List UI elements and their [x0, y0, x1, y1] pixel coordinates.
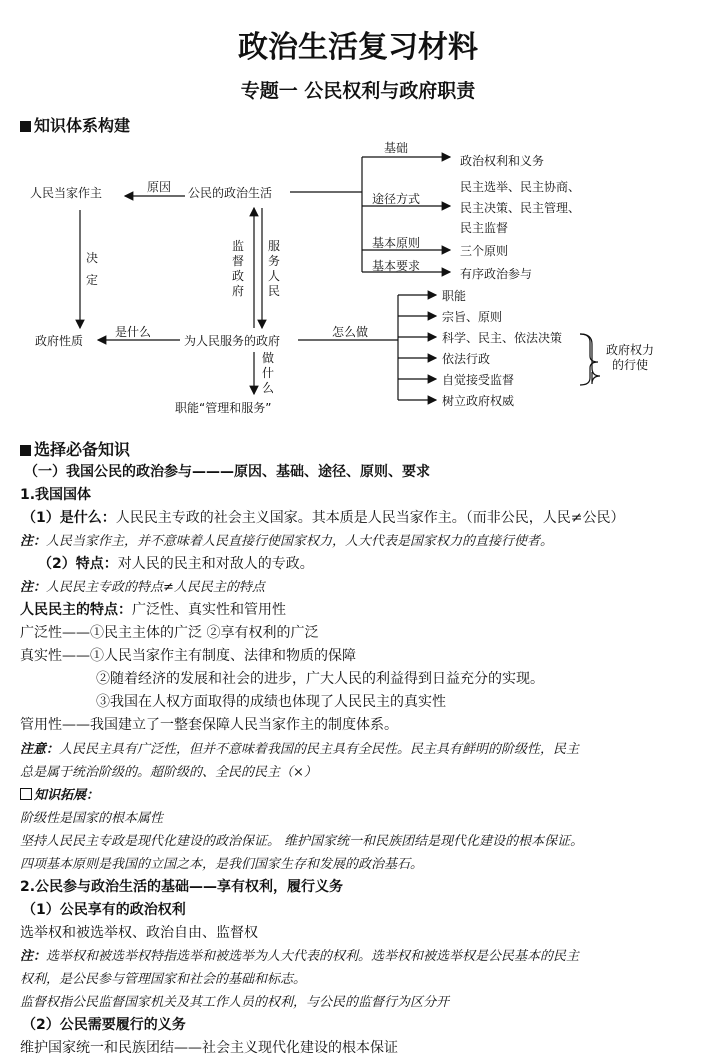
subheading-quanli: （1）公民享有的政治权利	[22, 902, 186, 918]
black-square-icon	[20, 121, 31, 132]
node-tujing-item-1: 民主选举、民主协商、	[460, 180, 581, 194]
line-guangfanxing: 广泛性——①民主主体的广泛 ②享有权利的广泛	[20, 625, 319, 641]
label-jiandu-3: 政	[232, 269, 245, 283]
paragraph-tedian: （2）特点：对人民的民主和对敌人的专政。	[38, 556, 314, 572]
node-tujing-item-3: 民主监督	[460, 221, 509, 235]
node-tujing-item-2: 民主决策、民主管理、	[460, 201, 581, 215]
note-1: 注：人民当家作主，并不意味着人民直接行使国家权力，人大代表是国家权力的直接行使者。	[20, 534, 554, 549]
label-jichu: 基础	[384, 141, 409, 155]
label-yuanyin: 原因	[147, 180, 172, 194]
node-zenme-item-6: 树立政府权威	[442, 394, 515, 408]
knowledge-system-diagram	[0, 140, 716, 430]
label-jueding-1: 决	[86, 251, 99, 265]
section-heading-knowledge-system: 知识体系构建	[20, 113, 130, 136]
node-zhineng-guanli-fuwu: 职能“管理和服务”	[175, 401, 272, 415]
node-renmin-dangjia-zuozhu: 人民当家作主	[30, 186, 103, 200]
label-jiandu-4: 府	[232, 284, 245, 298]
heading-zhishi-tuozhan: 知识拓展：	[20, 784, 99, 803]
line-sixiang-yuanze: 四项基本原则是我国的立国之本，是我们国家生存和发展的政治基石。	[20, 857, 424, 872]
node-weirenmin-fuwu-zhengfu: 为人民服务的政府	[184, 334, 281, 348]
node-gongmin-zhengzhi-shenghuo: 公民的政治生活	[188, 186, 273, 200]
subheading-yiwu: （2）公民需要履行的义务	[22, 1017, 186, 1033]
section-heading-essential-knowledge: 选择必备知识	[20, 437, 130, 460]
note-xuanjuquan-1: 注：选举权和被选举权特指选举和被选举为人大代表的权利。选举权和被选举权是公民基本的民主	[20, 949, 580, 964]
node-sange-yuanze: 三个原则	[460, 244, 509, 258]
note-2: 注：人民民主专政的特点≠人民民主的特点	[20, 580, 265, 595]
note-zhuyi-1: 注意：人民民主具有广泛性，但并不意味着我国的民主具有全民性。民主具有鲜明的阶级性，民主	[20, 742, 580, 757]
label-jueding-2: 定	[86, 273, 99, 287]
node-zhengzhi-quanli-yiwu: 政治权利和义务	[460, 154, 545, 168]
black-square-icon	[20, 445, 31, 456]
node-zenme-item-5: 自觉接受监督	[442, 373, 515, 387]
note-xuanjuquan-2: 权利，是公民参与管理国家和社会的基础和标志。	[20, 972, 307, 987]
line-zhenshixing-1: 真实性——①人民当家作主有制度、法律和物质的保障	[20, 648, 356, 664]
label-jiben-yuanze: 基本原则	[372, 236, 421, 250]
label-fuwu-4: 民	[268, 284, 281, 298]
paragraph-shishenme: （1）是什么：人民民主专政的社会主义国家。其本质是人民当家作主。（而非公民，人民≠公民）	[22, 510, 625, 526]
label-jiben-yaoqiu: 基本要求	[372, 259, 421, 273]
node-quanli-xingshi-2: 的行使	[612, 358, 649, 372]
node-zenme-item-4: 依法行政	[442, 352, 491, 366]
line-zhenshixing-3: ③我国在人权方面取得的成绩也体现了人民民主的真实性	[96, 694, 446, 710]
label-fuwu-1: 服	[268, 239, 281, 253]
node-youxu-zhengzhi-canyu: 有序政治参与	[460, 267, 533, 281]
label-shishenme: 是什么	[115, 325, 152, 339]
line-quanli-list: 选举权和被选举权、政治自由、监督权	[20, 925, 258, 941]
label-zuoshenme-3: 么	[262, 381, 275, 395]
label-fuwu-3: 人	[268, 269, 281, 283]
node-zenme-item-3: 科学、民主、依法决策	[442, 331, 563, 345]
node-zenme-item-1: 职能	[442, 289, 467, 303]
node-zhengfu-xingzhi: 政府性质	[35, 334, 84, 348]
line-zhenshixing-2: ②随着经济的发展和社会的进步，广大人民的利益得到日益充分的实现。	[96, 671, 544, 687]
line-guanyongxing: 管用性——我国建立了一整套保障人民当家作主的制度体系。	[20, 717, 398, 733]
label-zuoshenme-2: 什	[262, 366, 275, 380]
label-fuwu-2: 务	[268, 254, 281, 268]
label-jiandu-2: 督	[232, 254, 245, 268]
page-subtitle: 专题一 公民权利与政府职责	[240, 80, 476, 102]
label-tujing-fangshi: 途径方式	[372, 192, 421, 206]
hollow-square-icon	[20, 788, 32, 800]
line-baozheng: 坚持人民民主专政是现代化建设的政治保证。 维护国家统一和民族团结是现代化建设的根本保证。	[20, 834, 584, 849]
topic-heading-1: （一）我国公民的政治参与———原因、基础、途径、原则、要求	[24, 464, 430, 480]
paragraph-minzhu-tedian: 人民民主的特点：广泛性、真实性和管用性	[20, 602, 286, 618]
node-quanli-xingshi-1: 政府权力	[606, 343, 655, 357]
label-zenmezuo: 怎么做	[332, 325, 369, 339]
label-zuoshenme-1: 做	[262, 351, 275, 365]
line-jianduquan: 监督权指公民监督国家机关及其工作人员的权利，与公民的监督行为区分开	[20, 995, 450, 1010]
label-jiandu-1: 监	[232, 239, 245, 253]
node-zenme-item-2: 宗旨、原则	[442, 310, 503, 324]
line-yiwu-1: 维护国家统一和民族团结——社会主义现代化建设的根本保证	[20, 1040, 398, 1056]
line-jiejixing: 阶级性是国家的根本属性	[20, 811, 164, 826]
subheading-guoti: 1.我国国体	[20, 487, 92, 503]
subheading-jichu: 2.公民参与政治生活的基础——享有权利，履行义务	[20, 879, 344, 895]
note-zhuyi-2: 总是属于统治阶级的。超阶级的、全民的民主（×）	[20, 765, 317, 780]
page-title: 政治生活复习材料	[238, 30, 478, 65]
